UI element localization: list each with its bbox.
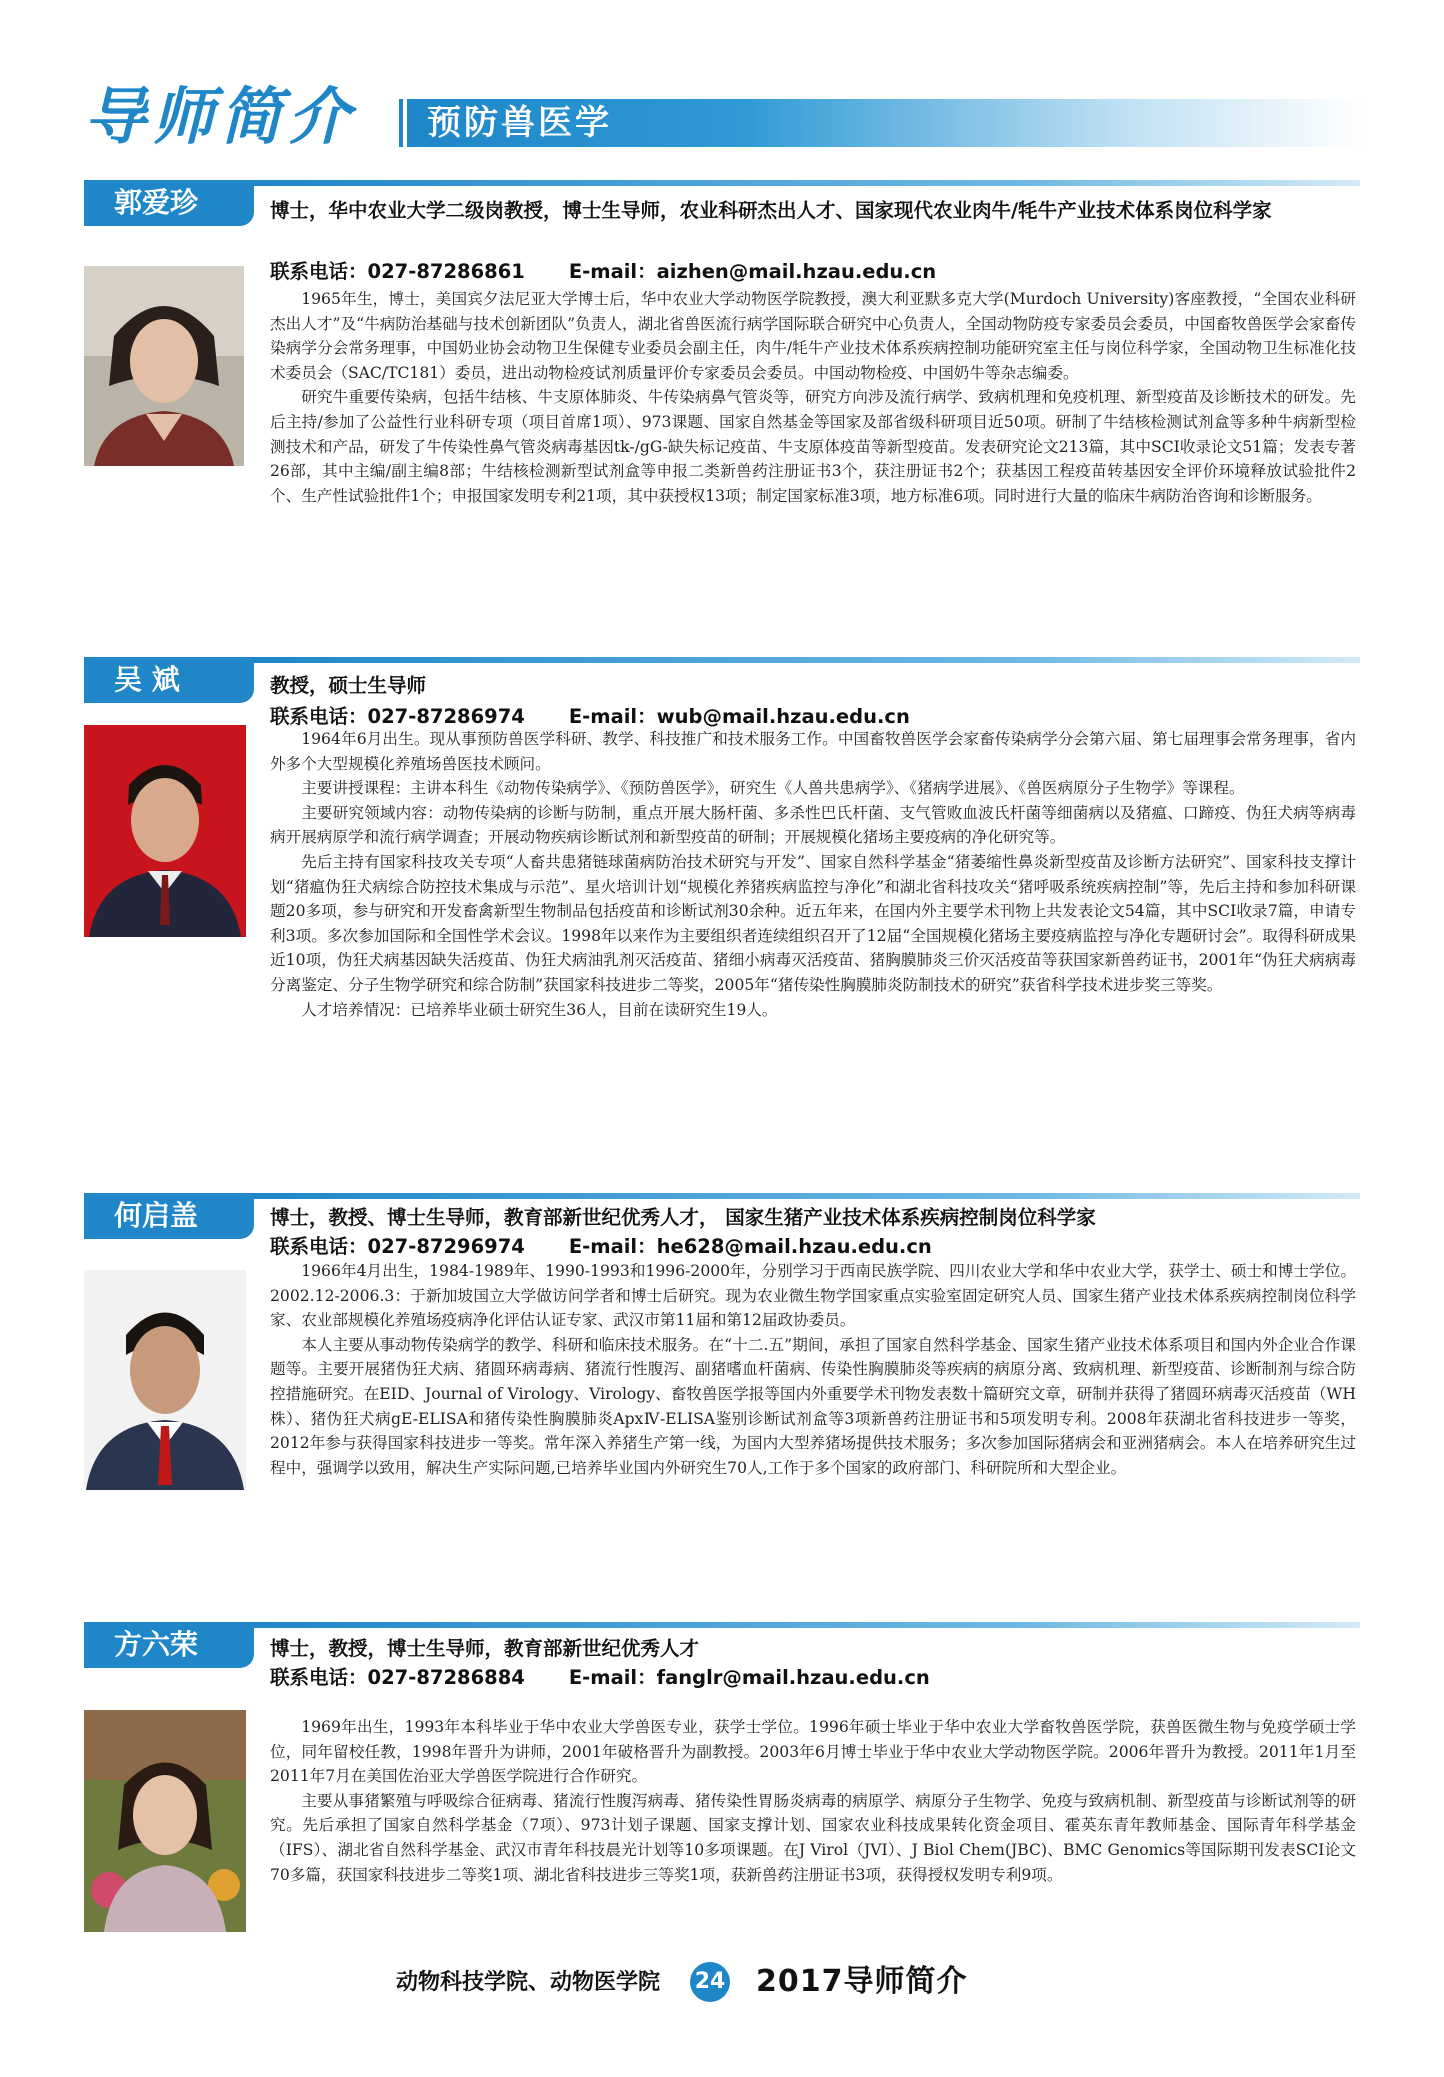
profile-headline: 博士，华中农业大学二级岗教授，博士生导师，农业科研杰出人才、国家现代农业肉牛/牦牛产业技术体系岗位科学家: [270, 199, 1272, 222]
profile-section-he: [84, 1193, 1360, 1573]
section-rule: [254, 1622, 1360, 1628]
phone-number: 027-87286884: [367, 1666, 525, 1689]
portrait-image: [84, 725, 246, 937]
phone-label: 联系电话：: [270, 705, 368, 728]
profile-bio: [270, 1259, 1356, 1480]
email-label: E-mail：: [568, 1235, 657, 1258]
bio-paragraph: 主要讲授课程：主讲本科生《动物传染病学》、《预防兽医学》，研究生《人兽共患病学》、《猪病学进展》、《兽医病原分子生物学》等课程。: [301, 779, 1245, 798]
page-header: [84, 82, 1364, 152]
profile-headline: 博士，教授、博士生导师，教育部新世纪优秀人才， 国家生猪产业技术体系疾病控制岗位科学家: [270, 1206, 1096, 1229]
discipline-title: 预防兽医学: [427, 103, 612, 143]
phone-label: 联系电话：: [270, 1235, 368, 1258]
footer-publication: 2017导师简介: [756, 1964, 968, 1999]
profile-contact: [270, 1664, 930, 1692]
profile-contact: [270, 1233, 932, 1261]
bio-paragraph: 1966年4月出生，1984-1989年、1990-1993和1996-2000年，分别学习于西南民族学院、四川农业大学和华中农业大学，获学士、硕士和博士学位。2002.12-2006.3：于新加坡国立大学做访问学者和博士后研究。现为农业微生物学国家重点实验室固定研究人员、国家生猪产业技术体系疾病控制岗位科学家、农业部规模化养殖场疫病净化评估认证专家、武汉市第11届和第12届政协委员。: [270, 1262, 1356, 1330]
email-label: E-mail：: [568, 705, 657, 728]
bio-paragraph: 先后主持有国家科技攻关专项“人畜共患猪链球菌病防治技术研究与开发”、国家自然科学基金“猪萎缩性鼻炎新型疫苗及诊断方法研究”、国家科技支撑计划“猪瘟伪狂犬病综合防控技术集成与示范”、星火培训计划“规模化养猪疾病监控与净化”和湖北省科技攻关“猪呼吸系统疾病控制”等，先后主持和参加科研课题20多项，参与研究和开发畜禽新型生物制品包括疫苗和诊断试剂30余种。近五年来，在国内外主要学术刊物上共发表论文54篇，其中SCI收录7篇，申请专利3项。多次参加国际和全国性学术会议。1998年以来作为主要组织者连续组织召开了12届“全国规模化猪场主要疫病监控与净化专题研讨会”。取得科研成果近10项，伪狂犬病基因缺失活疫苗、伪狂犬病油乳剂灭活疫苗、猪细小病毒灭活疫苗、猪胸膜肺炎三价灭活疫苗等获国家新兽药证书，2001年“伪狂犬病病毒分离鉴定、分子生物学研究和综合防制”获国家科技进步二等奖，2005年“猪传染性胸膜肺炎防制技术的研究”获省科学技术进步奖三等奖。: [270, 852, 1356, 994]
email-address[interactable]: he628@mail.hzau.edu.cn: [656, 1235, 932, 1258]
profile-name-tab: 吴 斌: [84, 657, 254, 703]
bio-paragraph: 1964年6月出生。现从事预防兽医学科研、教学、科技推广和技术服务工作。中国畜牧兽医学会家畜传染病学分会第六届、第七届理事会常务理事，省内外多个大型规模化养殖场兽医技术顾问。: [270, 730, 1356, 773]
bio-paragraph: 主要研究领域内容：动物传染病的诊断与防制，重点开展大肠杆菌、多杀性巴氏杆菌、支气管败血波氏杆菌等细菌病以及猪瘟、口蹄疫、伪狂犬病等病毒病开展病原学和流行病学调查；开展动物疾病诊断试剂和新型疫苗的研制；开展规模化猪场主要疫病的净化研究等。: [270, 803, 1356, 847]
phone-number: 027-87296974: [367, 1235, 525, 1258]
profile-photo: [84, 266, 244, 466]
profile-name-tab: 方六荣: [84, 1622, 254, 1668]
email-address[interactable]: wub@mail.hzau.edu.cn: [656, 705, 910, 728]
footer-college: 动物科技学院、动物医学院: [396, 1970, 661, 1995]
bio-paragraph: 研究牛重要传染病，包括牛结核、牛支原体肺炎、牛传染病鼻气管炎等，研究方向涉及流行病学、致病机理和免疫机理、新型疫苗及诊断技术的研发。先后主持/参加了公益性行业科研专项（项目首席1项）、973课题、国家自然基金等国家及部省级科研项目近50项。研制了牛结核检测试剂盒等多种牛病新型检测技术和产品，研发了牛传染性鼻气管炎病毒基因tk-/gG-缺失标记疫苗、牛支原体疫苗等新型疫苗。发表研究论文213篇，其中SCI收录论文51篇；发表专著26部，其中主编/副主编8部；牛结核检测新型试剂盒等申报二类新兽药注册证书3个，获注册证书2个；获基因工程疫苗转基因安全评价环境释放试验批件2个、生产性试验批件1个；申报国家发明专利21项，其中获授权13项；制定国家标准3项，地方标准6项。同时进行大量的临床牛病防治咨询和诊断服务。: [270, 388, 1356, 505]
profile-name-tab: 郭爱珍: [84, 180, 254, 226]
portrait-image: [84, 266, 244, 466]
profile-name-tab: 何启盖: [84, 1193, 254, 1239]
profile-section-guo: [84, 180, 1360, 600]
profile-section-fang: [84, 1622, 1360, 1952]
header-bar-edge: [399, 99, 403, 147]
section-rule: [254, 1193, 1360, 1199]
email-label: E-mail：: [568, 1666, 657, 1689]
bio-paragraph: 1965年生，博士，美国宾夕法尼亚大学博士后，华中农业大学动物医学院教授，澳大利亚默多克大学(Murdoch University)客座教授，“全国农业科研杰出人才”及“牛病防治基础与技术创新团队”负责人，湖北省兽医流行病学国际联合研究中心负责人，全国动物防疫专家委员会委员，中国畜牧兽医学会家畜传染病学分会常务理事，中国奶业协会动物卫生保健专业委员会副主任，肉牛/牦牛产业技术体系疾病控制功能研究室主任与岗位科学家，全国动物卫生标准化技术委员会（SAC/TC181）委员，进出动物检疫试剂质量评价专家委员会委员。中国动物检疫、中国奶牛等杂志编委。: [270, 290, 1356, 382]
profile-photo: [84, 1710, 246, 1932]
profile-headline: 博士，教授，博士生导师，教育部新世纪优秀人才: [270, 1637, 700, 1660]
portrait-image: [84, 1710, 246, 1932]
bio-paragraph: 人才培养情况：已培养毕业硕士研究生36人，目前在读研究生19人。: [301, 1000, 778, 1019]
bio-paragraph: 主要从事猪繁殖与呼吸综合征病毒、猪流行性腹泻病毒、猪传染性胃肠炎病毒的病原学、病原分子生物学、免疫与致病机制、新型疫苗与诊断试剂等的研究。先后承担了国家自然科学基金（7项）、973计划子课题、国家支撑计划、国家农业科技成果转化资金项目、霍英东青年教师基金、国际青年科学基金（IFS）、湖北省自然科学基金、武汉市青年科技晨光计划等10多项课题。在J Virol（JVI）、J Biol Chem(JBC)、BMC Genomics等国际期刊发表SCI论文70多篇，获国家科技进步二等奖1项、湖北省科技进步三等奖1项，获新兽药注册证书3项，获得授权发明专利9项。: [270, 1791, 1356, 1884]
section-rule: [254, 657, 1360, 663]
email-address[interactable]: aizhen@mail.hzau.edu.cn: [656, 260, 937, 283]
profile-bio: [270, 727, 1356, 1022]
phone-label: 联系电话：: [270, 260, 368, 283]
email-label: E-mail：: [568, 260, 657, 283]
profile-section-wu: [84, 657, 1360, 1157]
bio-paragraph: 1969年出生，1993年本科毕业于华中农业大学兽医专业，获学士学位。1996年硕士毕业于华中农业大学畜牧兽医学院，获兽医微生物与免疫学硕士学位，同年留校任教，1998年晋升为讲师，2001年破格晋升为副教授。2003年6月博士毕业于华中农业大学动物医学院。2006年晋升为教授。2011年1月至2011年7月在美国佐治亚大学兽医学院进行合作研究。: [270, 1718, 1356, 1786]
profile-photo: [84, 1270, 246, 1490]
profile-contact: [270, 258, 936, 286]
profile-bio: [270, 287, 1356, 508]
section-rule: [254, 180, 1360, 186]
phone-number: 027-87286861: [367, 260, 525, 283]
email-address[interactable]: fanglr@mail.hzau.edu.cn: [656, 1666, 930, 1689]
page-title: 导师简介: [84, 80, 357, 153]
phone-label: 联系电话：: [270, 1666, 368, 1689]
page-number-badge: 24: [690, 1962, 730, 2002]
profile-photo: [84, 725, 246, 937]
page-footer: [0, 1958, 1444, 2008]
bio-paragraph: 本人主要从事动物传染病学的教学、科研和临床技术服务。在“十二.五”期间，承担了国家自然科学基金、国家生猪产业技术体系项目和国内外企业合作课题等。主要开展猪伪狂犬病、猪圆环病毒病、猪流行性腹泻、副猪嗜血杆菌病、传染性胸膜肺炎等疾病的病原分离、致病机理、新型疫苗、诊断制剂与综合防控措施研究。在EID、Journal of Virology、Virology、畜牧兽医学报等国内外重要学术刊物发表数十篇研究文章，研制并获得了猪圆环病毒灭活疫苗（WH株）、猪伪狂犬病gE-ELISA和猪传染性胸膜肺炎ApxⅣ-ELISA鉴别诊断试剂盒等3项新兽药注册证书和5项发明专利。2008年获湖北省科技进步一等奖，2012年参与获得国家科技进步一等奖。常年深入养猪生产第一线，为国内大型养猪场提供技术服务；多次参加国际猪病会和亚洲猪病会。本人在培养研究生过程中，强调学以致用，解决生产实际问题,已培养毕业国内外研究生70人,工作于多个国家的政府部门、科研院所和大型企业。: [270, 1335, 1356, 1477]
phone-number: 027-87286974: [367, 705, 525, 728]
portrait-image: [84, 1270, 246, 1490]
profile-bio: [270, 1715, 1356, 1887]
profile-headline: 教授，硕士生导师: [270, 674, 427, 697]
